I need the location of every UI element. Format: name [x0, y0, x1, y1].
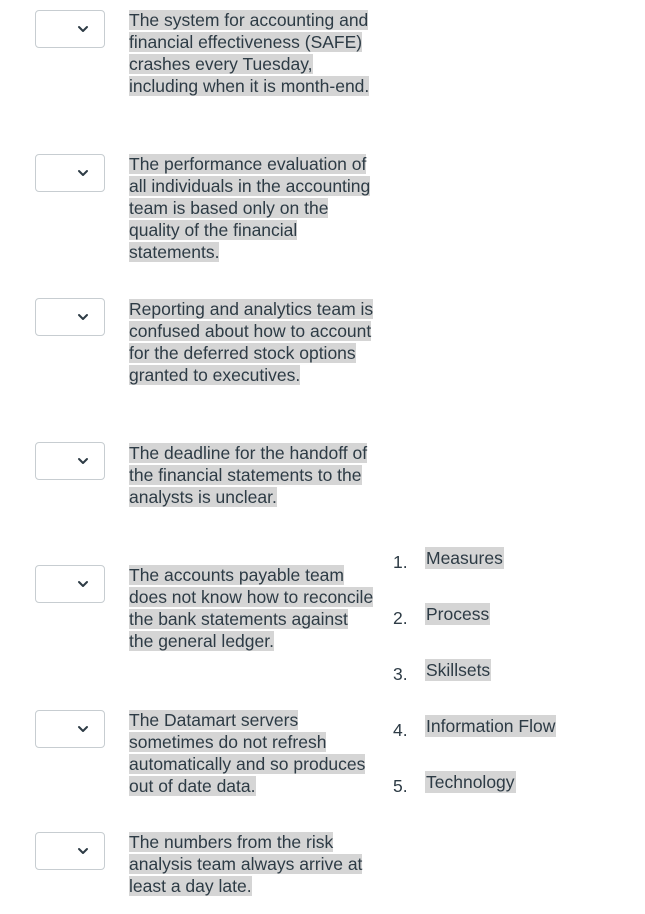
option-label: Technology — [426, 772, 515, 792]
answer-select-2[interactable] — [35, 154, 105, 192]
answer-select-5[interactable] — [35, 565, 105, 603]
chevron-down-icon — [77, 845, 89, 857]
statement-text-3: Reporting and analytics team is confused about how to account for the deferred stock options granted to executives. — [129, 299, 374, 385]
statement-text-1: The system for accounting and financial effectiveness (SAFE) crashes every Tuesday, including when it is month-end. — [129, 10, 370, 96]
answer-select-1[interactable] — [35, 10, 105, 48]
option-number: 1. — [393, 552, 408, 572]
statement-text-6: The Datamart servers sometimes do not refresh automatically and so produces out of date data. — [129, 710, 366, 796]
option-label: Process — [426, 604, 490, 624]
statement-text-7: The numbers from the risk analysis team always arrive at least a day late. — [129, 832, 363, 896]
chevron-down-icon — [77, 167, 89, 179]
chevron-down-icon — [77, 455, 89, 467]
answer-select-6[interactable] — [35, 710, 105, 748]
option-number: 5. — [393, 776, 408, 796]
chevron-down-icon — [77, 311, 89, 323]
option-number: 3. — [393, 664, 408, 684]
option-label: Information Flow — [426, 716, 556, 736]
answer-select-4[interactable] — [35, 442, 105, 480]
answer-select-3[interactable] — [35, 298, 105, 336]
statement-text-4: The deadline for the handoff of the financial statements to the analysts is unclear. — [129, 443, 368, 507]
statement-text-5: The accounts payable team does not know how to reconcile the bank statements against the general ledger. — [129, 565, 374, 651]
statement-text-2: The performance evaluation of all individuals in the accounting team is based only on the quality of the financial statements. — [129, 154, 371, 262]
chevron-down-icon — [77, 23, 89, 35]
chevron-down-icon — [77, 723, 89, 735]
option-number: 4. — [393, 720, 408, 740]
answer-select-7[interactable] — [35, 832, 105, 870]
chevron-down-icon — [77, 578, 89, 590]
option-label: Measures — [426, 548, 503, 568]
option-number: 2. — [393, 608, 408, 628]
option-label: Skillsets — [426, 660, 491, 680]
